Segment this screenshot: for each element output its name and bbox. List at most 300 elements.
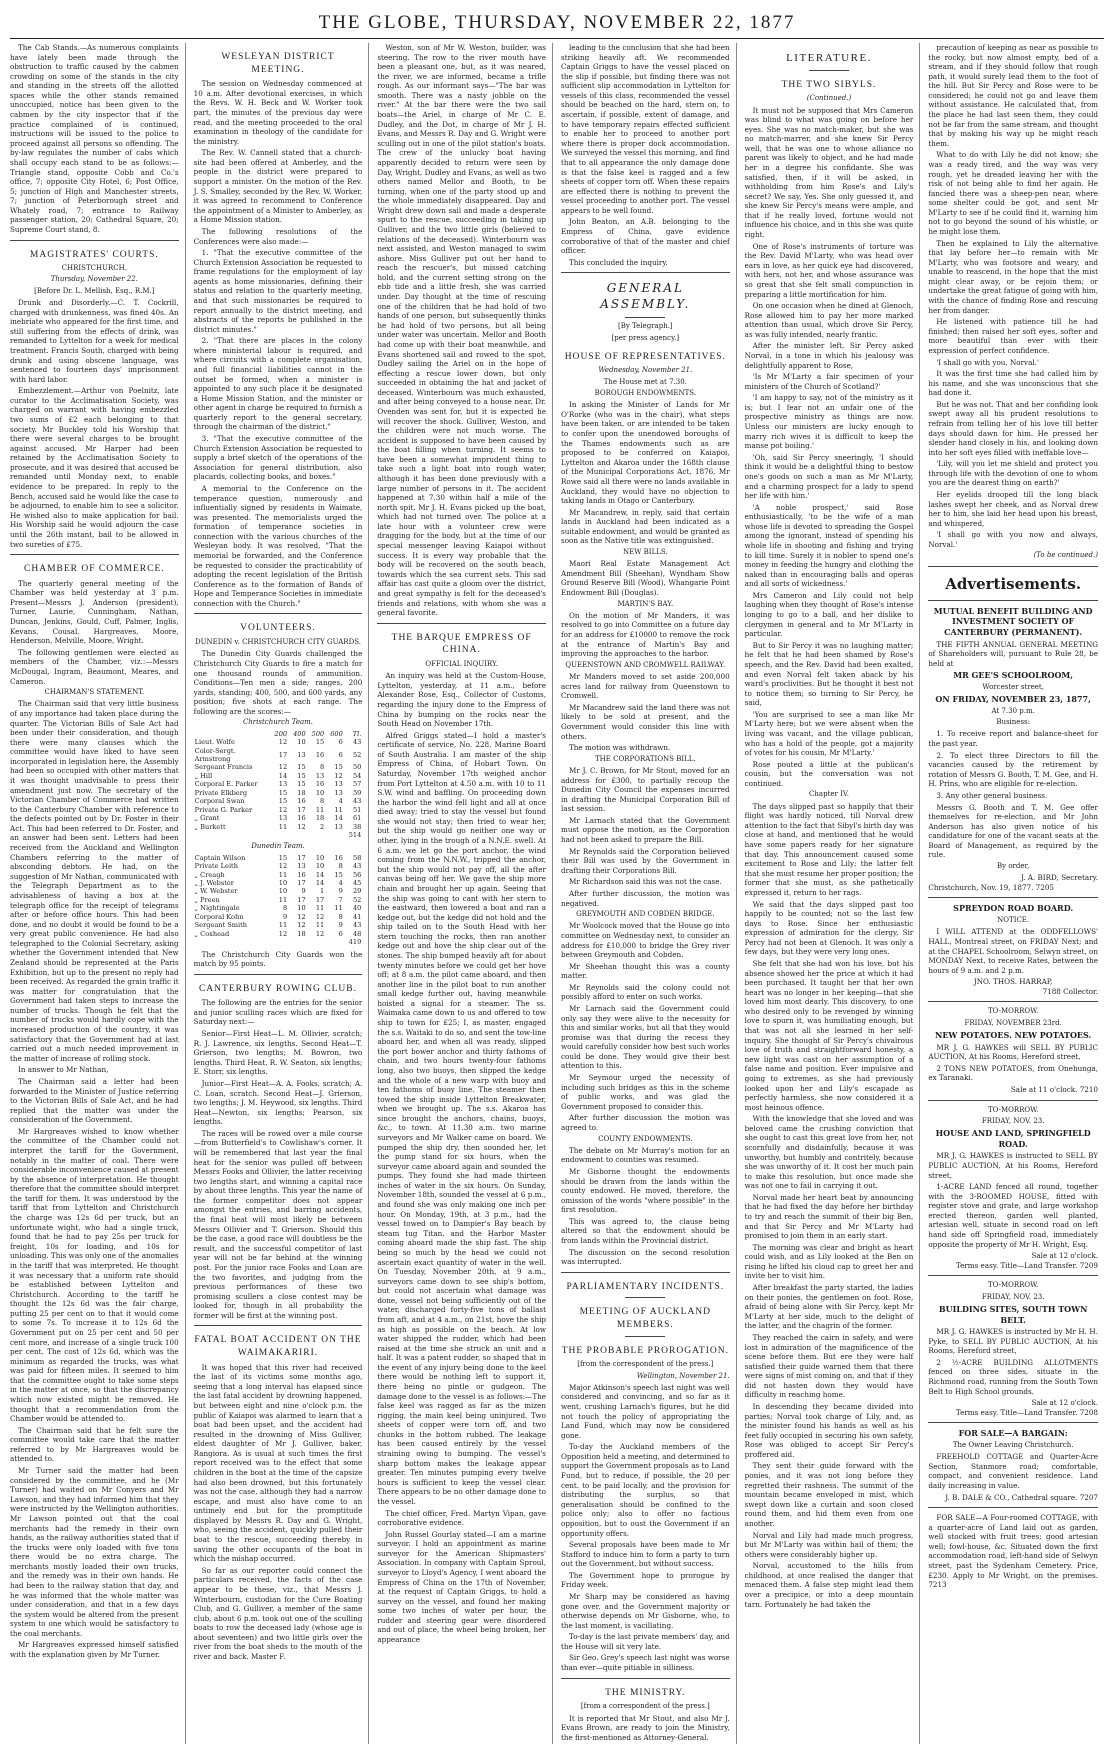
prorogation-para: The Government hope to prorogue by Friday week. — [561, 1570, 730, 1590]
score-cell: 12 — [278, 738, 288, 747]
score-cell: 57 — [352, 780, 362, 789]
score-cell: 17 — [297, 895, 306, 904]
house-para: Mr Reynolds said the colony could not possibly afford to enter on such works. — [561, 982, 730, 1002]
score-cell: 13 — [334, 780, 343, 789]
story-title: THE TWO SIBYLS. — [781, 79, 877, 90]
wesleyan-para: The following resolutions of the Conferences were also made:— — [193, 226, 363, 246]
story-para: They reached the cairn in safety, and were lost in admiration of the magnificence of the scene before them. But ere they were half satisfied their guide warned them that there were signs of mist coming on, and that if they did not hasten down they would have difficulty in reaching home. — [744, 1332, 914, 1400]
score-header-row — [194, 730, 363, 738]
house-para: After further discussion, the motion was negatived. — [561, 888, 730, 908]
chamber-para: Mr Hargreaves expressed himself satisfied with the explanation given by Mr Turner. — [10, 1640, 179, 1660]
ad-sites-body: 2 ½-ACRE BUILDING ALLOTMENTS fenced on three sides, situate in the Richmond road, running from the South Town Belt to High School grounds. — [928, 1357, 1098, 1396]
story-para: 'I am happy to say, not of the ministry as it is; but I fear not an unfair one of the prospective ministry as things are now. Unless our ministers are lucky enough to marry rich wives it is difficult to keep the manse pot boiling.' — [744, 393, 914, 451]
score-row — [194, 806, 363, 814]
press-agency-note: [per press agency.] — [611, 333, 680, 342]
ad-street: Worcester street, — [982, 682, 1044, 691]
chamber-para: Mr Turner said the matter had been considered by the committee, and he (Mr Turner) had waited on Mr Conyers and Mr Lawson, and they had informed him that they were instructed by the Wellington authorities. Mr Lawson pointed out that the coal merchants had the remedy in their own hands, as the railway authorities stated that if the trucks were only loaded with five tons there would be no extra charge. The merchants mostly loaded their own trucks, and the remedy was in their own hands. He had been to the railway station that day, and he was informed that the whole matter was under consideration, and that in a few days the system would be altered from the present system to one which would be satisfactory to the coal merchants. — [10, 1466, 179, 1638]
house-date: Wednesday, November 21. — [598, 366, 693, 375]
score-cell: 15 — [297, 771, 306, 780]
score-cell: 43 — [352, 797, 362, 806]
score-cell: 7 — [338, 895, 343, 904]
score-name: Corporal E. Parker — [194, 780, 258, 789]
wesleyan-para: A memorial to the Conference on the temperance question, numerously and influentially signed by residents in Waimate, was presented. The memorialists urged the formation of temperance societies in connection with the various churches of the Wesleyan body. It was resolved, "That the memorial be forwarded, and the Conference be requested to consider the practicability of adopting the recent legislation of the British Conference as to the formation of Bands of Hope and Temperance Societies in immediate connection with the Church." — [193, 483, 363, 608]
divider — [928, 1100, 1098, 1101]
ad-date: ON FRIDAY, NOVEMBER 23, 1877, — [935, 694, 1091, 705]
telegraph-note: [By Telegraph.] — [618, 322, 673, 331]
score-cell: 17 — [315, 895, 325, 904]
score-name: Color-Sergt. Armstrong — [194, 746, 236, 764]
score-cell: 11 — [315, 805, 325, 814]
chamber-para: The Chairman said a letter had been forwarded to the Minister of Justice referring to the Victorian Bills of Sale Act, and he had replied that the matter was under the consideration of the Government. — [10, 1076, 179, 1125]
score-cell: 6 — [338, 750, 343, 759]
score-cell: 9 — [338, 921, 343, 930]
chamber-para: The Chairman said that he felt sure the committee would take care that the matter referred to by Mr Hargreaves would be attended to. — [10, 1425, 179, 1464]
story-para: 'A noble prospect,' said Rose enthusiastically, 'to be the wife of a man whose life is devoted to spreading the Gospel among the ignorant, instead of spending his whole life in shooting and fishing and trying to kill time. Surely it is nobler to spend one's money in feeding the hungry and clothing the naked than in encouraging balls and operas and all sorts of wickedness.' — [744, 502, 914, 589]
divider — [809, 70, 849, 71]
score-cell: 15 — [278, 797, 288, 806]
story-para: 'You are surprised to see a man like Mr M'Larty here; but we were absent when the living was vacant, and the village publican, who has a hold of the people, got a majority of votes for his cousin, Mr M'Larty.' — [744, 709, 914, 758]
barque-para: The chief officer, Fred. Martyn Vipan, gave corroborative evidence. — [377, 1508, 546, 1528]
story-para: It was the first time she had called him by his name, and she was unconscious that she had done it. — [928, 369, 1098, 398]
rowing-heading: CANTERBURY ROWING CLUB. — [198, 983, 357, 994]
score-cell: 11 — [334, 805, 343, 814]
story-para: They sent their guide forward with the ponies, and it was not long before they regretted their rashness. The summit of the mountain became enveloped in mist, which swept down like a curtain and soon closed round them, and hid them even from one another. — [744, 1461, 914, 1528]
score-cell: 38 — [352, 822, 362, 831]
score-cell: 12 — [315, 912, 325, 921]
ad-house-body: 1-ACRE LAND fenced all round, together with the 3-ROOMED HOUSE, fitted with register stove and grate, and large workshop erected thereon, garden well planted, artesian well, situate in second road on left hand side off Springfield road, immediately opposite the property of Mr H. Wright, Esq. — [928, 1182, 1098, 1249]
fatal-accident-heading: FATAL BOAT ACCIDENT ON THE WAIMAKARIRI. — [194, 1335, 362, 1359]
house-para: On the motion of Mr Manders, it was resolved to go into Committee on a future day for an address for £10000 to remove the rock at the entrance of Martin's Bay and improving the approaches to the harbor. — [561, 610, 730, 659]
score-cell: 6 — [338, 929, 343, 938]
score-col-header: 600 — [330, 729, 343, 738]
score-cell: 12 — [297, 912, 306, 921]
score-cell: 10 — [278, 879, 288, 888]
score-cell: 40 — [352, 904, 362, 913]
divider — [928, 897, 1098, 898]
house-para: The discussion on the second resolution was interrupted. — [561, 1247, 730, 1267]
divider — [928, 566, 1098, 567]
ad-day: FRIDAY, NOV. 23. — [981, 1116, 1045, 1125]
advertisements-heading: Advertisements. — [945, 574, 1082, 593]
score-col-header: 200 — [274, 729, 288, 738]
score-cell: 17 — [278, 750, 288, 759]
story-para: precaution of keeping as near as possible to the rocky, but now almost empty, bed of a stream, and if they should follow that rough path, it would surely lead them to the foot of the hill. But Sir Percy and Rose were to be considered; he could not go and leave them without assistance. He calculated that, from the place he had last seen them, they could not be far from the same stream, and thought that by making his way up he might reach them. — [928, 43, 1098, 148]
story-para: 'I shall go with you, Norval.' — [936, 357, 1039, 367]
ad-footer: Terms easy. Title—Land Transfer. 7208 — [955, 1407, 1098, 1417]
score-cell: 11 — [315, 904, 325, 913]
score-row — [194, 887, 363, 895]
barque-heading: THE BARQUE EMPRESS OF CHINA. — [391, 632, 532, 656]
score-cell: 11 — [278, 822, 288, 831]
story-para: Norval, accustomed to the hills from childhood, at once realised the danger that menaced them. A false step might lead them over a precipice, or into a deep mountain tarn. Fortunately he had taken the — [744, 1561, 914, 1609]
score-name: Captain Wilson — [194, 853, 246, 862]
score-cell: 13 — [297, 750, 306, 759]
score-cell: 13 — [334, 788, 343, 797]
score-name: „ Preen — [194, 895, 220, 904]
barque-para: Alfred Griggs stated—I hold a master's certificate of service, No. 228, Marine Board of South Australia. I am master of the ship Empress of China, of Hobart Town. On Saturday, November 17th weighed anchor from Port Lyttelton at 4.50 a.m. with 10 to 11 S.W. wind and baffling. On proceeding down the harbor the wind fell light and all at once died away; tried to stay the vessel but found she would not stay; then tried to wear her, but the ship would go neither one way or other, lying in the trough of a N.N.E. swell. At 6 a.m. we let go the port anchor, the wind coming from the N.N.W., tripped the anchor, but the ship would not pay off, all the after canvas being off her. We gave the ship more chain and brought her up again. Seeing that the ship was going to cant with her stern to the eastward, then lowered a boat and ran a kedge out, but the kedge did not hold and the ship tailed on to the South Head with her stern touching the rocks, then ran another kedge out and hove the ship clear out of the stones. The ship bumped heavily aft for about twenty minutes before we could get her hove off; at 8 a.m. the pilot came aboard, and then another line in the pilot boat to run another small kedge further out, having meanwhile hoisted a signal for a steamer. The ss. Waimaka came down to us and offered to tow ship to town for £25; I, as master, engaged the s.s. Waitaki to do so, and sent the tow-line aboard her, and when all was ready, slipped the port bower anchor and thirty fathoms of chain, and two hours twenty-four fathoms long, also two buoys, then slipped the kedge and the whole of a new warp with buoy and ten fathoms of buoy line. The steamer then towed the ship inside Lyttelton Breakwater, when we brought up. The s.s. Akaroa has since brought the anchors, chains, buoys, &c., to town. At 11.30 a.m. two marine surveyors and Mr Walker came on board. We pumped the ship dry, then sounded her, let the pump stand for six hours, when the surveyor came aboard again and sounded the pumps. They found she had made thirteen inches of water in the six hours. On Sunday, November 18th, sounded the vessel at 6 p.m., and found she was only making one inch per hour. On Monday, 19th, at 3 p.m., had the vessel towed on to Dampier's Bay beach by steam tug Titan, and the Harbor Master coming aboard made the ship fast. The ship being so much by the head we could not ascertain exact quantity of water in the well. On Tuesday, November 20th, at 9 a.m., surveyors came down to see ship's bottom, but could not ascertain what damage was done, vessel not being sufficiently out of the water, discharged forty-five tons of ballast from aft, and at 4 a.m., on 21st, hove the ship as high as possible on the beach. At low water shipped the rudder, which had been raised at the time she struck an unit and a half. It was a patent rudder, so shaped that in the event of any injury being done to the keel there would be nothing left to support it, there being no pintle or gudgeon. The damage done to the vessel is as follows:—The false keel was ragged as far as the mizen rigging, the main keel being uninjured. Two sheets of copper were torn off, and two chunks in the bottom rubbed. The leakage has been caused entirely by the vessel straining owing to bumping. The vessel's sharp bottom makes the leakage appear greater. Ten minutes pumping every twelve hours is sufficient to keep the vessel clear. There appears to be no other damage done to the vessel. — [377, 730, 546, 1506]
score-row — [194, 780, 363, 788]
ad-house-title: HOUSE AND LAND, SPRINGFIELD ROAD. — [935, 1128, 1091, 1149]
score-cell: 14 — [315, 870, 325, 879]
chairman-heading: CHAIRMAN'S STATEMENT. — [44, 688, 145, 697]
story-para: In descending they became divided into parties; Norval took charge of Lily, and, as the minister found his hands as well as his feet fully occupied in securing his own safety, Rose was obliged to accept Sir Percy's proffered aid. — [744, 1402, 914, 1459]
ad-signature: JNO. THOS. HARRAP, — [973, 977, 1053, 987]
ad-footer: J. B. DALE & CO., Cathedral square. 7207 — [945, 1492, 1098, 1502]
dunedin-team-label: Dunedin Team. — [251, 842, 305, 851]
score-row — [194, 763, 363, 771]
house-para: Mr Woolcock moved that the House go into committee on Wednesday next, to consider an address for £10,000 to bridge the Grey river between Greymouth and Cobden. — [561, 921, 730, 960]
score-cell: 15 — [334, 763, 343, 772]
score-cell: 12 — [297, 822, 306, 831]
chamber-heading: CHAMBER OF COMMERCE. — [24, 564, 165, 575]
score-cell: 15 — [315, 738, 325, 747]
christchurch-score-table — [194, 730, 363, 840]
score-total-row — [194, 938, 363, 946]
story-para: After the minister left, Sir Percy asked Norval, in a tone in which his jealousy was delightfully apparent to Rose, — [744, 341, 914, 370]
house-para: In asking the Minister of Lands for Mr O'Rorke (who was in the chair), what steps have been taken, or are intended to be taken to confer upon the unendowed boroughs of the Thames endowments such as are proposed to be conferred on Kaiapoi, Lyttelton and Akaroa under the 168th clause of the Municipal Corporations Act, 1876, Mr Rowe said all there were no lands available in Auckland, they would have no objection to taking lands in Otago or Canterbury. — [561, 400, 730, 506]
score-cell: 9 — [282, 912, 288, 921]
story-para: 'Oh, said Sir Percy sneeringly, 'I should think it would be a delightful thing to bestow one's goods on such a man as Mr M'Larty, and a charming prospect for a lady to spend her life with him.' — [744, 452, 914, 501]
magistrates-date: Thursday, November 22. — [50, 275, 138, 284]
ad-day: FRIDAY, NOV. 23. — [981, 1292, 1045, 1301]
corporations-heading: THE CORPORATIONS BILL. — [595, 754, 696, 763]
divider — [377, 623, 546, 624]
ad-notice-label: NOTICE. — [997, 916, 1030, 925]
score-cell: 17 — [297, 805, 306, 814]
score-cell: 16 — [297, 870, 306, 879]
divider — [928, 1422, 1098, 1423]
story-para: After breakfast the party started, the ladies on their ponies, the gentlemen on foot. Rose, afraid of being alone with Sir Percy, kept Mr M'Larty at her side, much to the delight of the latter, and the chagrin of the former. — [744, 1283, 914, 1331]
score-cell: 2 — [320, 822, 325, 831]
story-para: It must not be supposed that Mrs Cameron was blind to what was going on before her eyes. She was no match-maker, but she was no match-marrer, and she knew Sir Percy well, that he was one to whose alliance no parent was likely to object, and he had made her in a degree his confidante. She was satisfied, then, if it will be asked, in withholding from him Rose's and Lily's secret? We say, Yes. She only guessed it, and she knew Sir Percy's means were ample, and that if he really loved, fortune would not influence his choice, and in this she was quite right. — [744, 105, 914, 240]
score-cell: 9 — [338, 887, 343, 896]
score-cell: 52 — [352, 750, 362, 759]
house-para: Mr Seymour urged the necessity of including such bridges as this in the scheme of public works, and was glad the Government proposed to consider this. — [561, 1073, 730, 1111]
rowing-para: Junior—First Heat—A. A. Fooks, scratch; A. C. Loan, scratch. Second Heat—J. Grierson, two lengths; J. M. Heywood, six lengths. Third Heat—Newton, six lengths; Pearson, six lengths. — [193, 1078, 363, 1127]
literature-heading: LITERATURE. — [786, 52, 872, 64]
story-para: One of Rose's instruments of torture was the Rev. David M'Larty, who was head over ears in love, as her quick eye had discovered, with hers, not her, and whose assurance was so great that she felt small compunction in preparing a little mortification for him. — [744, 241, 914, 299]
prorogation-para: To-day the Auckland members of the Opposition held a meeting, and determined to support the Government proposals as to Land Fund, but to reduce, if possible, the 20 per cent. to be paid locally, and the provision for distributing the surplus, so that generalisation should be confined to the police only; also to offer no factious opposition, but to oust the Government if an opportunity offers. — [561, 1442, 730, 1538]
score-cell: 10 — [315, 788, 325, 797]
score-cell: 11 — [315, 921, 325, 930]
divider — [561, 1678, 730, 1679]
prorogation-para: Major Atkinson's speech last night was well considered and convincing, and so far as it went, crushing Larnach's figures, but he did not touch the policy of appropriating the Land Fund, which may now be considered gone. — [561, 1382, 730, 1440]
magistrates-place: CHRISTCHURCH. — [61, 264, 127, 273]
score-name: „ Hill — [194, 771, 213, 780]
ad-bargain-sub: The Owner Leaving Christchurch. — [952, 1440, 1074, 1449]
score-cell: 1 — [320, 887, 325, 896]
ad-footer: Christchurch, Nov. 19, 1877. 7205 — [928, 882, 1054, 892]
score-cell: 8 — [320, 797, 325, 806]
dunedin-score-table — [194, 854, 363, 947]
score-cell: 16 — [315, 780, 325, 789]
score-cell: 10 — [315, 853, 325, 862]
story-continued: (Continued.) — [806, 94, 852, 103]
ad-venue: MR GEE'S SCHOOLROOM, — [953, 670, 1074, 681]
barque-para: This concluded the inquiry. — [569, 257, 668, 267]
story-para: The days slipped past so happily that their flight was hardly noticed, till Norval drew attention to the fact that Sibyl's birth day was close at hand, and mentioned that he would have some papers ready for her signature that day. This announcement caused some excitement to Rose and Lily; the latter felt that she must resume her proper position; the former that she must, as she pathetically expressed it, return to her rags. — [744, 801, 914, 897]
score-row — [194, 879, 363, 887]
score-cell: 10 — [278, 887, 288, 896]
magistrates-before: [Before Dr. L. Mellish, Esq., R.M.] — [34, 286, 155, 295]
score-name: „ J. Webster — [194, 879, 234, 888]
volunteers-subheading: DUNEDIN v. CHRISTCHURCH CITY GUARDS. — [195, 638, 361, 647]
score-row — [194, 789, 363, 797]
score-row — [194, 904, 363, 912]
score-cell: 15 — [278, 788, 288, 797]
score-cell: 16 — [334, 853, 343, 862]
divider — [928, 1001, 1098, 1002]
story-para: She felt that she had won his love, but his absence showed her the price at which it had been purchased. It taught her that her own heart was no longer in her keeping—that she loved him most dearly. This discovery, to one who desired only to be revenged by winning love to spurn it, was humiliating enough, but that was not all she learned in her self-inquiry. She thought of Sir Percy's chivalrous love of truth and straightforward honesty, a new light was cast on her assumption of a false name and position. Ever impulsive and going to extremes, as she had previously looked upon her and Lily's escapade as perfectly harmless, she now considered it a most heinous offence. — [744, 958, 914, 1112]
score-cell: 13 — [278, 780, 288, 789]
score-row — [194, 896, 363, 904]
column-1 — [10, 43, 186, 1744]
score-cell: 10 — [315, 862, 325, 871]
ad-sale-time: Sale at 12 o'clock. — [1031, 1251, 1098, 1261]
railway-heading: QUEENSTOWN AND CROMWELL RAILWAY. — [565, 660, 726, 669]
chamber-para: The Chairman said that very little business of any importance had taken place during the quarter. The Victorian Bills of Sale Act had been under their consideration, and though there were many clauses which the committee would have liked to have seen incorporated in legislation here, the Assembly had been so occupied with other matters that it was thought unadvisable to press their amendment just now. The secretary of the Victorian Chamber of Commerce had written to the Canterbury Chamber with reference to the defects pointed out by Dr. Foster in their Act. This had been referred to Dr. Foster, and an answer had been sent. Letters had been received from the Auckland and Wellington Chambers referring to the matter of absconding debtors. He had, on the suggestion of Mr Nathan, communicated with the Telegraph Department as to the advisableness of having a box at the telegraph office for the receipt of telegrams after or before office hours. This had been done, and no doubt it would be found to be a very great public convenience. He had also telegraphed to the Colonial Secretary, asking whether the Government intended that New Zealand should be represented at the Paris Exhibition, but up to the present no reply had been received. As regarded the grain traffic it was matter for congratulation that the Government had taken steps to increase the number of trucks. Though he felt that the number of trucks would hardly cope with the increased production of the country, it was satisfactory that the Government had at last carried out a much needed improvement in the matter of increase of rolling stock. — [10, 699, 179, 1063]
chamber-para: Mr Hargreaves wished to know whether the committee of the Chamber could not interpret the tariff for the Government, notably in the matter of coal. There were considerable inconvenience caused at present by the absence of interpretation. He thought therefore that the committee should interpret the tariff for them. It was understood by the tariff that from Lyttelton and Christchurch the charge was 12s 6d per truck, but an unfortunate wight, who had a single truck, found that he had to pay 25s per truck for freight, 10s for loading, and 10s for unloading. This was only one of the anomalies in the tariff that was interpreted. He thought it was necessary that a uniform rate should be established between Lyttelton and Christchurch. According to the tariff he thought the 12s 6d was the fair charge, putting 25 per cent on to that it would come to some 7s. To increase it to 12s 6d the Government put on 25 per cent and 50 per cent more, and increase of a single truck 100 per cent. The cost of 12s 6d, which was the minimum as regarded the trucks, was what was paid for fifteen miles. It seemed to him that the committee ought to take some steps in the matter at once, so that the discrepancy which now existed might be removed. He thought that a recommendation from the Chamber would be attended to. — [10, 1126, 179, 1424]
parliamentary-heading: PARLIAMENTARY INCIDENTS. — [566, 1281, 725, 1292]
score-cell: 15 — [297, 763, 306, 772]
divider — [194, 974, 363, 975]
chamber-para: The quarterly general meeting of the Chamber was held yesterday at 3 p.m. Present—Messrs J. Anderson (president), Turner, Laurie, Cunningham, Nathan, Duncan, Jenkins, Gould, Cuff, Palmer, Inglis, Kevans, Cousal, Hargreaves, Moore, Henderson, Melville, Moore, Wright. — [10, 578, 179, 646]
ad-day: FRIDAY, NOVEMBER 23rd. — [964, 1018, 1062, 1027]
house-para: Mr Gisborne thought the endowments should be drawn from the lands within the county endowed. He moved, therefore, the omission of the words "where possible" in the first resolution. — [561, 1166, 730, 1215]
column-5 — [745, 43, 921, 1744]
score-col-header: Tl. — [352, 729, 362, 738]
chamber-para: In answer to Mr Nathan, — [18, 1065, 109, 1075]
column-4 — [561, 43, 737, 1744]
story-para: The morning was clear and bright as heart could wish, and as Lily looked at the Ben on rising he lifted his cloud cap to greet her and invite her to visit him. — [744, 1242, 914, 1281]
score-cell: 4 — [338, 797, 343, 806]
rowing-para: The races will be rowed over a mile course—from Butterfield's to Cowlishaw's corner. It will be remembered that last year the final heat for the senior was pulled off between Messrs Fooks and Ollivier, the latter receiving two lengths start, and winning a capital race by about three lengths. This year the name of the former competitor does not appear amongst the entries, and barring accidents, the final heat will most likely be between Messrs Ollivier and T. Grierson. Should this be the case, a good race will doubtless be the result, and the successful competitor of last year will not be far behind at the winning post. For the junior race Fooks and Loan are the two favorites, and judging from the previous performances of these two promising scullers a close contest may be looked for, though in all probability the former will be first at the winning post. — [193, 1128, 363, 1320]
house-para: Mr Sheehan thought this was a county matter. — [561, 961, 730, 981]
score-name: Private G. Parker — [194, 805, 253, 814]
house-para: Mr Larnach stated that the Government must oppose the motion, as the Corporation had not been asked to prepare the Bill. — [561, 815, 730, 845]
score-cell: 11 — [278, 921, 288, 930]
score-cell: 13 — [297, 862, 306, 871]
ad-footer: Sale at 11 o'clock. 7210 — [1010, 1084, 1098, 1094]
score-cell: 16 — [315, 750, 325, 759]
score-cell: 43 — [352, 738, 362, 747]
martins-bay-heading: MARTIN'S BAY. — [617, 599, 674, 608]
column-2 — [194, 43, 370, 1744]
score-cell: 50 — [352, 763, 362, 772]
score-total: 419 — [348, 938, 362, 947]
score-name: Lieut. Wolfe — [194, 738, 235, 747]
wesleyan-para: 1. "That the executive committee of the Church Extension Association be requested to frame regulations for the employment of lay agents as home missionaries, defining their status and relation to the quarterly meeting, and that such missionaries be required to report annually to the district meeting, and abstracts of the reports be published in the district minutes." — [193, 248, 363, 334]
ad-signature: J. A. BIRD, Secretary. — [1020, 873, 1098, 883]
divider — [928, 600, 1098, 601]
wesleyan-para: 3. "That the executive committee of the Church Extension Association be requested to supply a brief sketch of the operations of the Association for general distribution, also placards, collecting books, and boxes." — [193, 434, 363, 482]
score-cell: 8 — [320, 763, 325, 772]
volunteers-para: The Christchurch City Guards won the match by 95 points. — [193, 949, 363, 969]
ad-time: At 7.30 p.m. — [991, 706, 1035, 715]
ad-road-board-body: I WILL ATTEND at the ODDFELLOWS' HALL, Montreal street, on FRIDAY Next; and at the CHAPEL Schoolroom, Selwyn street, on MONDAY Next, to receive Rates, between the hours of 9 a.m. and 2 p.m. — [928, 927, 1098, 975]
score-cell: 16 — [297, 797, 306, 806]
score-cell: 54 — [352, 771, 362, 780]
ad-potatoes-body: MR J. G. HAWKES will SELL BY PUBLIC AUCTION, At his Rooms, Hereford street, — [928, 1042, 1098, 1062]
story-para: 'Lily, will you let me shield and protect you through life with the devotion of one to whom you are the dearest thing on earth?' — [928, 459, 1098, 488]
score-cell: 12 — [278, 862, 288, 871]
score-cell: 17 — [297, 853, 306, 862]
story-para: Norval made her heart beat by announcing that he had fixed the day before her birthday to try and reach the summit of their big Ben, and that Sir Percy and Mr M'Larty had promised to join them in an early start. — [744, 1192, 914, 1241]
score-col-header: 500 — [311, 729, 325, 738]
christchurch-score-rows — [194, 738, 363, 831]
ministry-source: [from a correspondent of the press.] — [580, 1702, 710, 1711]
score-cell: 29 — [352, 887, 362, 896]
ad-footer: 7188 Collector. — [1042, 986, 1098, 996]
chamber-para: The following gentlemen were elected as members of the Chamber, viz.:—Messrs McDougal, Ingram, Beaumont, Meares, and Cameron. — [10, 647, 179, 686]
score-row — [194, 854, 363, 862]
ad-sale-time: Sale at 12 o'clock. — [1031, 1398, 1098, 1408]
house-para: Mr Richardson said this was not the case. — [569, 877, 722, 887]
score-cell: 8 — [338, 862, 343, 871]
score-cell: 56 — [352, 870, 362, 879]
rowing-para: The following are the entries for the senior and junior sculling races which are fixed for Saturday next:— — [193, 998, 363, 1027]
score-cell: 11 — [278, 895, 288, 904]
score-cell: 59 — [352, 788, 362, 797]
ministry-para: It is reported that Mr Stout, and also Mr J. Evans Brown, are ready to join the Ministry, the first-mentioned as Attorney-General. — [561, 1713, 730, 1742]
ad-cottage-body: FOR SALE—A Four-roomed COTTAGE, with a quarter-acre of Land laid out as garden, well stocked with fruit trees; good artesian well; fowl-house, &c. Situated down the first accommodation road, left-hand side of Selwyn street, past the Sydenham Cemetery. Price, £230. Apply to Mr Wright, on the premises. 7213 — [928, 1513, 1098, 1590]
score-row — [194, 772, 363, 780]
cab-stands-article: The Cab Stands.—As numerous complaints have lately been made through the obstruction to traffic caused by the cabmen crowding on some of the stands in the city and standing in the streets off the allotted spaces while the other stands remained unoccupied, notice has been given to the cabmen by the city inspector that if the practice complained of is continued, instructions will be issued to the police to proceed against all persons so offending. The by-law regulates the number of cabs which shall occupy each stand to be as follows:—Triangle stand, opposite Cobb and Co.'s office, 7; opposite City Hotel, 6; Post Office, 5; junction of High and Manchester streets, 7; junction of Peterborough street and Whately road, 7; entrance to Railway passenger station, 20; Cathedral Square, 20; Supreme Court stand, 8. — [10, 43, 179, 234]
fatal-accident-para: Weston, son of Mr W. Weston, builder, was steering. The row to the river mouth have been a pleasant one, but, as it was neared, the river, we are informed, became a trifle rough. As our informant says—"The bar was smooth. There was a nasty jobble on the river." At the bar there were the two sail boats—the Ariel, in charge of Mr C. E. Dudley, and the Dot, in charge of Mr J. H. Evans, and Messrs R. Day and G. Wright were sculling out in one of the pilot station's boats. The crew of the unlucky boat having apparently decided to return were seen by Day, Wright, Dudley and Evans, as well as two others named Mellor and Booth, to be turning, when one of the party stood up and the whole immediately disappeared. Day and Wright drew down sail and made a desperate spurt to the rescue, succeeding in taking up Gulliver, and the two little girls (believed to relations of the deceased). Winterbourn was next assisted, and Weston managed to swim ashore. Miss Gulliver put out her hand to reach the rescuer's, but missed catching hold, and the current setting strong on the ebb tide and a little fresh, she was carried under. Day thought at the time of rescuing one of the children that he had hold of two hands of one person, but subsequently thinks he had hold of two persons, but all being under water was uncertain. Mellor and Booth had come up with their boat meanwhile, and Evans shortened sail and rowed to the spot, Dudley sailing the Ariel on in the hope of effecting a rescue lower down, but only succeeded in obtaining the hat and jacket of deceased. Winterbourn was much exhausted, and after being conveyed to a house near, Dr. Ovenden was sent for, but it is expected he will recover the shock. Gulliver, Weston, and the children were not much worse. The accident is supposed to have been caused by the boat filling when turning. It seems to have been a somewhat imprudent thing to take such a light boat into rough water, although it has been done previously with a large number of persons in it. The accident happened at 7.30 within half a mile of the north spit. Mr J. H. Evans picked up the boat, which had not turned over. The police at a late hour with a volunteer crew were dragging for the body, but at the time of our special messenger leaving Kaiapoi without success. It is every way probable that the body will be recovered on the south beach, towards which the sea current sets. This sad affair has cast quite a gloom over the district, and great sympathy is felt for the deceased's friends and relations, with whom she was a general favorite. — [377, 43, 546, 618]
ad-building-society-title: MUTUAL BENEFIT BUILDING AND INVESTMENT SOCIETY OF CANTERBURY (PERMANENT). — [933, 605, 1093, 637]
wesleyan-heading: WESLEYAN DISTRICT MEETING. — [221, 52, 335, 75]
wesleyan-para: The Rev. W. Cannell stated that a church-site had been offered at Amberley, and the people in the district were prepared to support a minister. On the motion of the Rev. J. S. Smalley, seconded by the Rev. W. Worker, it was agreed to recommend to Conference the appointment of a Minister to Amberley, as a Home Mission station. — [193, 148, 363, 225]
prorogation-source: [from the correspondent of the press.] — [577, 1360, 714, 1369]
house-para: After further discussion the motion was agreed to. — [561, 1113, 730, 1132]
divider — [10, 554, 179, 555]
barque-para: leading to the conclusion that she had been striking heavily aft. We recommended Captain Griggs to have the vessel placed on the slip if possible, but finding there was not sufficient slip accommodation in Lyttelton for vessels of this class, recommended the vessel should be beached on the hard, stern on, to ascertain, if possible, extent of damage, and to have temporary repairs effected sufficient to enable her to proceed to another port where there is proper dock accommodation. We surveyed the vessel this morning, and find that to all appearance the only damage done is that the false keel is ragged and a few sheets of copper torn off. When these repairs are effected there is nothing to prevent the vessel proceeding to another port. The vessel appears to be well found. — [561, 43, 730, 215]
score-cell: 18 — [297, 788, 306, 797]
column-6 — [928, 43, 1104, 1744]
story-para: 'I shall go with you now and always, Norval.' — [928, 530, 1098, 549]
score-cell: 51 — [352, 805, 362, 814]
divider — [561, 1272, 730, 1273]
score-cell: 13 — [315, 771, 325, 780]
barque-para: An inquiry was held at the Custom-House, Lyttelton, yesterday, at 11 a.m., before Alexander Rose, Esq., Collector of Customs, regarding the injury done to the Empress of China by bumping on the rocks near the South Head on November 17th. — [377, 671, 546, 729]
fatal-accident-para: It was hoped that this river had received the last of its victims some months ago, seeing that a long interval has elapsed since the last fatal accident by drowning happened, but between eight and nine o'clock p.m. the public of Kaiapoi was alarmed to learn that a boat had been upset, and the accident had resulted in the drowning of Miss Gulliver, eldest daughter of Mr J. Gulliver, baker, Rangiora. As is usual at such times the first report received was to the effect that some children in the boat at the time of the capsize had also been drowned, but this fortunately was not the case, although they had a narrow escape, and must also have come to an untimely end but for the promptitude displayed by Messrs R. Day and G. Wright, who, seeing the accident, quickly pulled their boat to the rescue, succeeding thereby in saving the other occupants of the boat in which the mishap occurred. — [193, 1362, 363, 1564]
story-to-be-continued: (To be continued.) — [1033, 551, 1098, 560]
score-cell: 10 — [297, 904, 306, 913]
score-row — [194, 747, 363, 764]
score-cell: 15 — [278, 853, 288, 862]
score-col-header: 400 — [293, 729, 306, 738]
prorogation-para: Sir Geo. Grey's speech last night was worse than ever—quite pitiable in silliness. — [561, 1653, 730, 1673]
ad-when: TO-MORROW. — [987, 1281, 1039, 1290]
ad-house-body: MR J. G. HAWKES is instructed to SELL BY PUBLIC AUCTION, At his Rooms, Hereford street, — [928, 1151, 1098, 1180]
prorogation-para: Mr Sharp may be considered as having gone over, and the Government majority or otherwise depends on Mr Gisborne, who, to the last moment, is vacillating. — [561, 1592, 730, 1630]
new-bills-heading: NEW BILLS. — [623, 547, 668, 556]
score-cell: 14 — [315, 879, 325, 888]
score-cell: 58 — [352, 853, 362, 862]
volunteers-para: The Dunedin City Guards challenged the Christchurch City Guards to fire a match for one thousand rounds of ammunition. Conditions—Ten men a side; ranges, 200 yards, standing; 400, 500, and 600 yards, any position; five shots at each range. The following are the scores:— — [193, 649, 363, 716]
story-para: Then he explained to Lily the alternative that lay before her—to remain with Mr M'Larty, who was footsore and weary, and unable to reascend, in the hope that the mist might clear away, or be rejoin them; or undertake the great fatigue of going with him, with the chance of finding Rose and rescuing her from danger. — [928, 238, 1098, 315]
score-cell: 15 — [334, 870, 343, 879]
story-para: Her eyelids drooped till the long black lashes swept her cheek, and as Norval drew her to him, she laid her head upon his breast, and whispered, — [928, 490, 1098, 528]
story-para: Mrs Cameron and Lily could not help laughing when they thought of Rose's intense longing to go to a ball, and her dislike to clergymen in general and to Mr M'Larty in particular. — [744, 590, 914, 639]
magistrates-heading: MAGISTRATES' COURTS. — [29, 249, 159, 260]
score-cell: 14 — [334, 814, 343, 823]
story-para: He listened with patience till he had finished; then raised her soft eyes, softer and more beautiful than ever with their expression of perfect confidence. — [928, 317, 1098, 355]
story-para: Rose pouted a little at the publican's cousin, but the conversation was not continued. — [744, 759, 914, 788]
score-cell: 18 — [297, 929, 306, 938]
score-row — [194, 738, 363, 746]
divider — [625, 317, 665, 318]
ad-sites-body: MR J. G. HAWKES is instructed by Mr H. H. Pyke, to SELL BY PUBLIC AUCTION, At his Rooms, Hereford street, — [928, 1327, 1098, 1356]
divider — [194, 1325, 363, 1326]
score-row — [194, 871, 363, 879]
score-name: Private Elkberg — [194, 788, 248, 797]
ad-building-society-body: Messrs G. Booth and T. M. Gee offer themselves for re-election, and Mr John Anderson has also given notice of his candidature for one of the vacant seats at the Board of Management, as required by the rule. — [928, 802, 1098, 860]
score-name: Corporal Kohn — [194, 912, 244, 921]
house-para: Mr Macandrew said the land there was not likely to be sold at present, and the Government would consider this line with others. — [561, 702, 730, 741]
ad-business-item: 3. Any other general business. — [936, 790, 1048, 800]
prorogation-dateline: Wellington, November 21. — [636, 1371, 730, 1380]
score-cell: 18 — [315, 814, 325, 823]
story-para: We said that the days slipped past too happily to be counted; not so the last few days to Rose. Since her enthusiastic expression of admiration for the clergy, Sir Percy had not been at Glenoch. It was only a few days, but they were very long ones. — [744, 899, 914, 957]
ad-business-item: 2. To elect three Directors to fill the vacancies caused by the retirement by rotation of Messrs G. Booth, T. M. Gee, and H. H. Prins, who are eligible for re-election. — [928, 750, 1098, 789]
divider — [194, 613, 363, 614]
masthead — [10, 0, 1104, 39]
score-cell: 10 — [297, 738, 306, 747]
general-assembly-heading: GENERAL ASSEMBLY. — [600, 281, 691, 312]
ad-road-board-title: SPREYDON ROAD BOARD. — [953, 903, 1074, 914]
barque-para: John Russel Gourlay stated—I am a marine surveyor. I hold an appointment as marine surveyor for the American Shipmasters' Association. In company with Captain Sproul, surveyor to Lloyd's Agency, I went aboard the Empress of China on the 17th of November, at the request of Captain Griggs, to hold a survey on the vessel, and found her making some two inches of water per hour, the rudder and steering gear were disordered and out of place, the wheel being broken, her appearance — [377, 1529, 546, 1645]
magistrates-para: Drunk and Disorderly.—C. T. Cockrill, charged with drunkenness, was fined 40s. An inebriate who appeared for the first time, and still suffering from the effects of drink, was remanded to Lyttelton for a week for medical treatment. Francis South, charged with being drunk and using obscene language, was sentenced to fourteen days' imprisonment with hard labor. — [10, 298, 179, 384]
borough-heading: BOROUGH ENDOWMENTS. — [594, 389, 697, 398]
ad-business-item: 1. To receive report and balance-sheet for the past year. — [928, 729, 1098, 749]
score-cell: 15 — [297, 780, 306, 789]
score-cell: 12 — [278, 929, 288, 938]
wesleyan-para: 2. "That there are places in the colony where ministerial labour is required, and where circuits with a complete organisation, and full financial liabilities cannot in the outset be formed, when a minister is appointed to any such place it be designated a Home Mission Station, and the minister or other agent in charge be required to furnish a quarterly report to the general secretary, through the chairman of the district." — [193, 336, 363, 432]
score-row — [194, 797, 363, 805]
story-para: On one occasion when he dined at Glenoch, Rose allowed him to pay her more marked attention than usual, which drove Sir Percy, as was fully intended, nearly frantic. — [744, 301, 914, 339]
house-para: This was agreed to, the clause being altered so that the endowment should be from lands within the Provincial district. — [561, 1216, 730, 1246]
ad-footer: Terms easy. Title—Land Transfer. 7209 — [955, 1260, 1098, 1270]
prorogation-heading: THE PROBABLE PROROGATION. — [561, 1345, 729, 1356]
divider — [928, 1275, 1098, 1276]
fatal-accident-para: So far as our reporter could connect the particulars received, the facts of the case appear to be these, viz., that Messrs J. Winterbourn, custodian for the Cure Boating Club, and G. Gulliver, a member of the same club, about 6 p.m. took out one of the sculling boats to row the deceased lady (whose age is about seventeen) and two little girls over the river from the boat sheds to the mouth of the river and back. Master F. — [193, 1565, 363, 1661]
score-cell: 12 — [297, 921, 306, 930]
volunteers-heading: VOLUNTEERS. — [240, 623, 316, 634]
score-name: „ Burkett — [194, 822, 226, 831]
score-cell: 52 — [352, 895, 362, 904]
score-cell: 8 — [338, 912, 343, 921]
prorogation-para: To-day is the last private members' day, and the House will sit very late. — [561, 1632, 730, 1651]
score-cell: 17 — [297, 879, 306, 888]
score-cell: 8 — [282, 904, 288, 913]
score-cell: 12 — [278, 805, 288, 814]
score-cell: 13 — [278, 814, 288, 823]
score-name: „ W. Webster — [194, 887, 238, 896]
score-name: „ Coxhead — [194, 929, 230, 938]
greymouth-heading: GREYMOUTH AND COBDEN BRIDGE. — [576, 910, 715, 919]
divider — [625, 1336, 665, 1337]
score-cell: 43 — [352, 862, 362, 871]
house-para: Mr Macandrew, in reply, said that certain lands in Auckland had been indicated as a suitable endowment, and would be granted as soon as the Native title was extinguished. — [561, 507, 730, 546]
score-row — [194, 814, 363, 822]
barque-subheading: OFFICIAL INQUIRY. — [425, 659, 498, 668]
county-heading: COUNTY ENDOWMENTS. — [598, 1134, 693, 1143]
column-3 — [377, 43, 553, 1744]
score-total-row — [194, 831, 363, 839]
score-name: Corporal Swan — [194, 797, 245, 806]
ad-bargain-body: FREEHOLD COTTAGE and Quarter-Acre Section, Stanmore road; comfortable, compact, and convenient residence. Land daily increasing in value. — [928, 1452, 1098, 1490]
